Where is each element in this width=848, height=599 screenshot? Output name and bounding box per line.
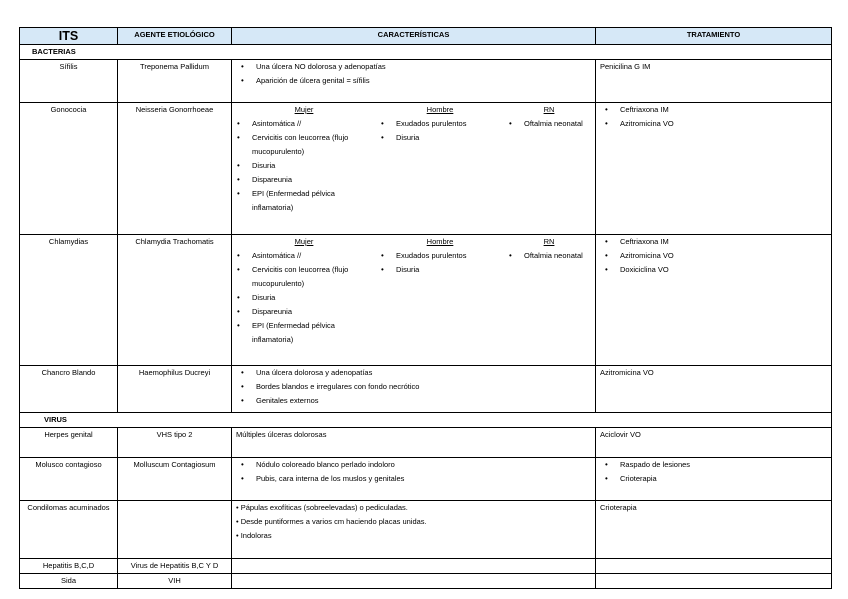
caracteristicas-cell: [232, 559, 596, 574]
sub-col-mujer: [232, 235, 376, 347]
tratamiento-cell: [596, 235, 832, 366]
list-item: • Asintomática //: [236, 117, 376, 131]
table-row-hepatitis: [20, 559, 832, 574]
table-row-herpes: [20, 428, 832, 458]
its-table: [19, 27, 832, 589]
its-name: Sida: [20, 574, 118, 589]
its-table-sheet: [19, 27, 831, 589]
list-item: • Una úlcera NO dolorosa y adenopatías: [240, 60, 591, 74]
tratamiento-list: [600, 458, 827, 486]
list-item: • Nódulo coloreado blanco perlado indoloro: [240, 458, 591, 472]
sub-header-rn: RN: [543, 105, 555, 114]
sub-columns: [232, 235, 595, 347]
section-row-virus: [20, 413, 832, 428]
caracteristicas-list: [236, 458, 591, 486]
list-item: • Azitromicina VO: [604, 249, 827, 263]
its-name: Sífilis: [20, 60, 118, 103]
caracteristicas-cell: [232, 366, 596, 413]
header-caracteristicas: CARACTERÍSTICAS: [232, 28, 596, 45]
tratamiento-list: [600, 103, 827, 131]
list-item: • Crioterapia: [604, 472, 827, 486]
agente-name: Neisseria Gonorrhoeae: [118, 103, 232, 235]
tratamiento-cell: Penicilina G IM: [596, 60, 832, 103]
mujer-list: [232, 249, 376, 347]
table-row-molusco: [20, 458, 832, 501]
its-name: Chancro Blando: [20, 366, 118, 413]
caracteristicas-list: [236, 60, 591, 88]
table-row-chancro: [20, 366, 832, 413]
list-item: • Ceftriaxona IM: [604, 235, 827, 249]
list-item: • Exudados purulentos: [380, 249, 504, 263]
list-item: • Cervicitis con leucorrea (flujo mucopurulento): [236, 131, 376, 159]
list-item: • Indoloras: [236, 531, 272, 540]
table-row-sifilis: [20, 60, 832, 103]
sub-col-hombre: [376, 103, 504, 215]
agente-name: VIH: [118, 574, 232, 589]
agente-name: Virus de Hepatitis B,C Y D: [118, 559, 232, 574]
sub-col-rn: [504, 103, 594, 215]
tratamiento-cell: [596, 103, 832, 235]
tratamiento-cell: [596, 574, 832, 589]
its-name: Hepatitis B,C,D: [20, 559, 118, 574]
caracteristicas-cell: [232, 458, 596, 501]
table-row-chlamydias: [20, 235, 832, 366]
rn-list: [504, 117, 594, 131]
list-item: • Aparición de úlcera genital = sífilis: [240, 74, 591, 88]
list-item: • Bordes blandos e irregulares con fondo necrótico: [240, 380, 591, 394]
list-item: • Dispareunia: [236, 173, 376, 187]
caracteristicas-cell: [232, 235, 596, 366]
sub-col-mujer: [232, 103, 376, 215]
list-item: • Dispareunia: [236, 305, 376, 319]
list-item: • Raspado de lesiones: [604, 458, 827, 472]
header-tratamiento: TRATAMIENTO: [596, 28, 832, 45]
sub-header-hombre: Hombre: [426, 105, 454, 114]
caracteristicas-cell: [232, 501, 596, 559]
list-item: • Doxiciclina VO: [604, 263, 827, 277]
list-item: • Una úlcera dolorosa y adenopatías: [240, 366, 591, 380]
its-name: Herpes genital: [20, 428, 118, 458]
list-item: • Asintomática //: [236, 249, 376, 263]
list-item: • Ceftriaxona IM: [604, 103, 827, 117]
list-item: • Oftalmia neonatal: [508, 249, 594, 263]
list-item: • Disuria: [380, 131, 504, 145]
list-item: • Azitromicina VO: [604, 117, 827, 131]
table-row-gonococia: [20, 103, 832, 235]
hombre-list: [376, 117, 504, 145]
sub-columns: [232, 103, 595, 215]
agente-name: Treponema Pallidum: [118, 60, 232, 103]
list-item: • Oftalmia neonatal: [508, 117, 594, 131]
agente-name: [118, 501, 232, 559]
list-item: • Disuria: [236, 291, 376, 305]
header-its: ITS: [20, 28, 118, 45]
tratamiento-cell: [596, 559, 832, 574]
list-item: • Cervicitis con leucorrea (flujo mucopurulento): [236, 263, 376, 291]
hombre-list: [376, 249, 504, 277]
table-row-sida: [20, 574, 832, 589]
its-name: Gonococia: [20, 103, 118, 235]
list-item: • Exudados purulentos: [380, 117, 504, 131]
list-item: • EPI (Enfermedad pélvica inflamatoria): [236, 319, 376, 347]
list-item: • Disuria: [380, 263, 504, 277]
list-item: • Genitales externos: [240, 394, 591, 408]
list-item: • EPI (Enfermedad pélvica inflamatoria): [236, 187, 376, 215]
tratamiento-cell: Aciclovir VO: [596, 428, 832, 458]
caracteristicas-cell: [232, 103, 596, 235]
tratamiento-cell: Azitromicina VO: [596, 366, 832, 413]
agente-name: Haemophilus Ducreyi: [118, 366, 232, 413]
list-item: • Pubis, cara interna de los muslos y genitales: [240, 472, 591, 486]
sub-header-mujer: Mujer: [294, 105, 314, 114]
header-row: [20, 28, 832, 45]
sub-header-mujer: Mujer: [294, 237, 314, 246]
list-item: • Pápulas exofíticas (sobreelevadas) o pediculadas.: [236, 503, 408, 512]
sub-header-hombre: Hombre: [426, 237, 454, 246]
its-name: Condilomas acuminados: [20, 501, 118, 559]
caracteristicas-list: [236, 366, 591, 408]
rn-list: [504, 249, 594, 263]
table-row-condilomas: [20, 501, 832, 559]
agente-name: VHS tipo 2: [118, 428, 232, 458]
header-agente: AGENTE ETIOLÓGICO: [118, 28, 232, 45]
caracteristicas-cell: [232, 60, 596, 103]
caracteristicas-cell: [232, 574, 596, 589]
sub-header-rn: RN: [543, 237, 555, 246]
tratamiento-list: [600, 235, 827, 277]
agente-name: Molluscum Contagiosum: [118, 458, 232, 501]
mujer-list: [232, 117, 376, 215]
sub-col-rn: [504, 235, 594, 347]
section-virus: VIRUS: [20, 413, 832, 428]
section-bacterias: BACTERIAS: [20, 45, 832, 60]
its-name: Chlamydias: [20, 235, 118, 366]
tratamiento-cell: [596, 458, 832, 501]
tratamiento-cell: Crioterapia: [596, 501, 832, 559]
section-row-bacterias: [20, 45, 832, 60]
caracteristicas-cell: Múltiples úlceras dolorosas: [232, 428, 596, 458]
sub-col-hombre: [376, 235, 504, 347]
agente-name: Chlamydia Trachomatis: [118, 235, 232, 366]
list-item: • Disuria: [236, 159, 376, 173]
its-name: Molusco contagioso: [20, 458, 118, 501]
list-item: • Desde puntiformes a varios cm haciendo placas unidas.: [236, 517, 427, 526]
